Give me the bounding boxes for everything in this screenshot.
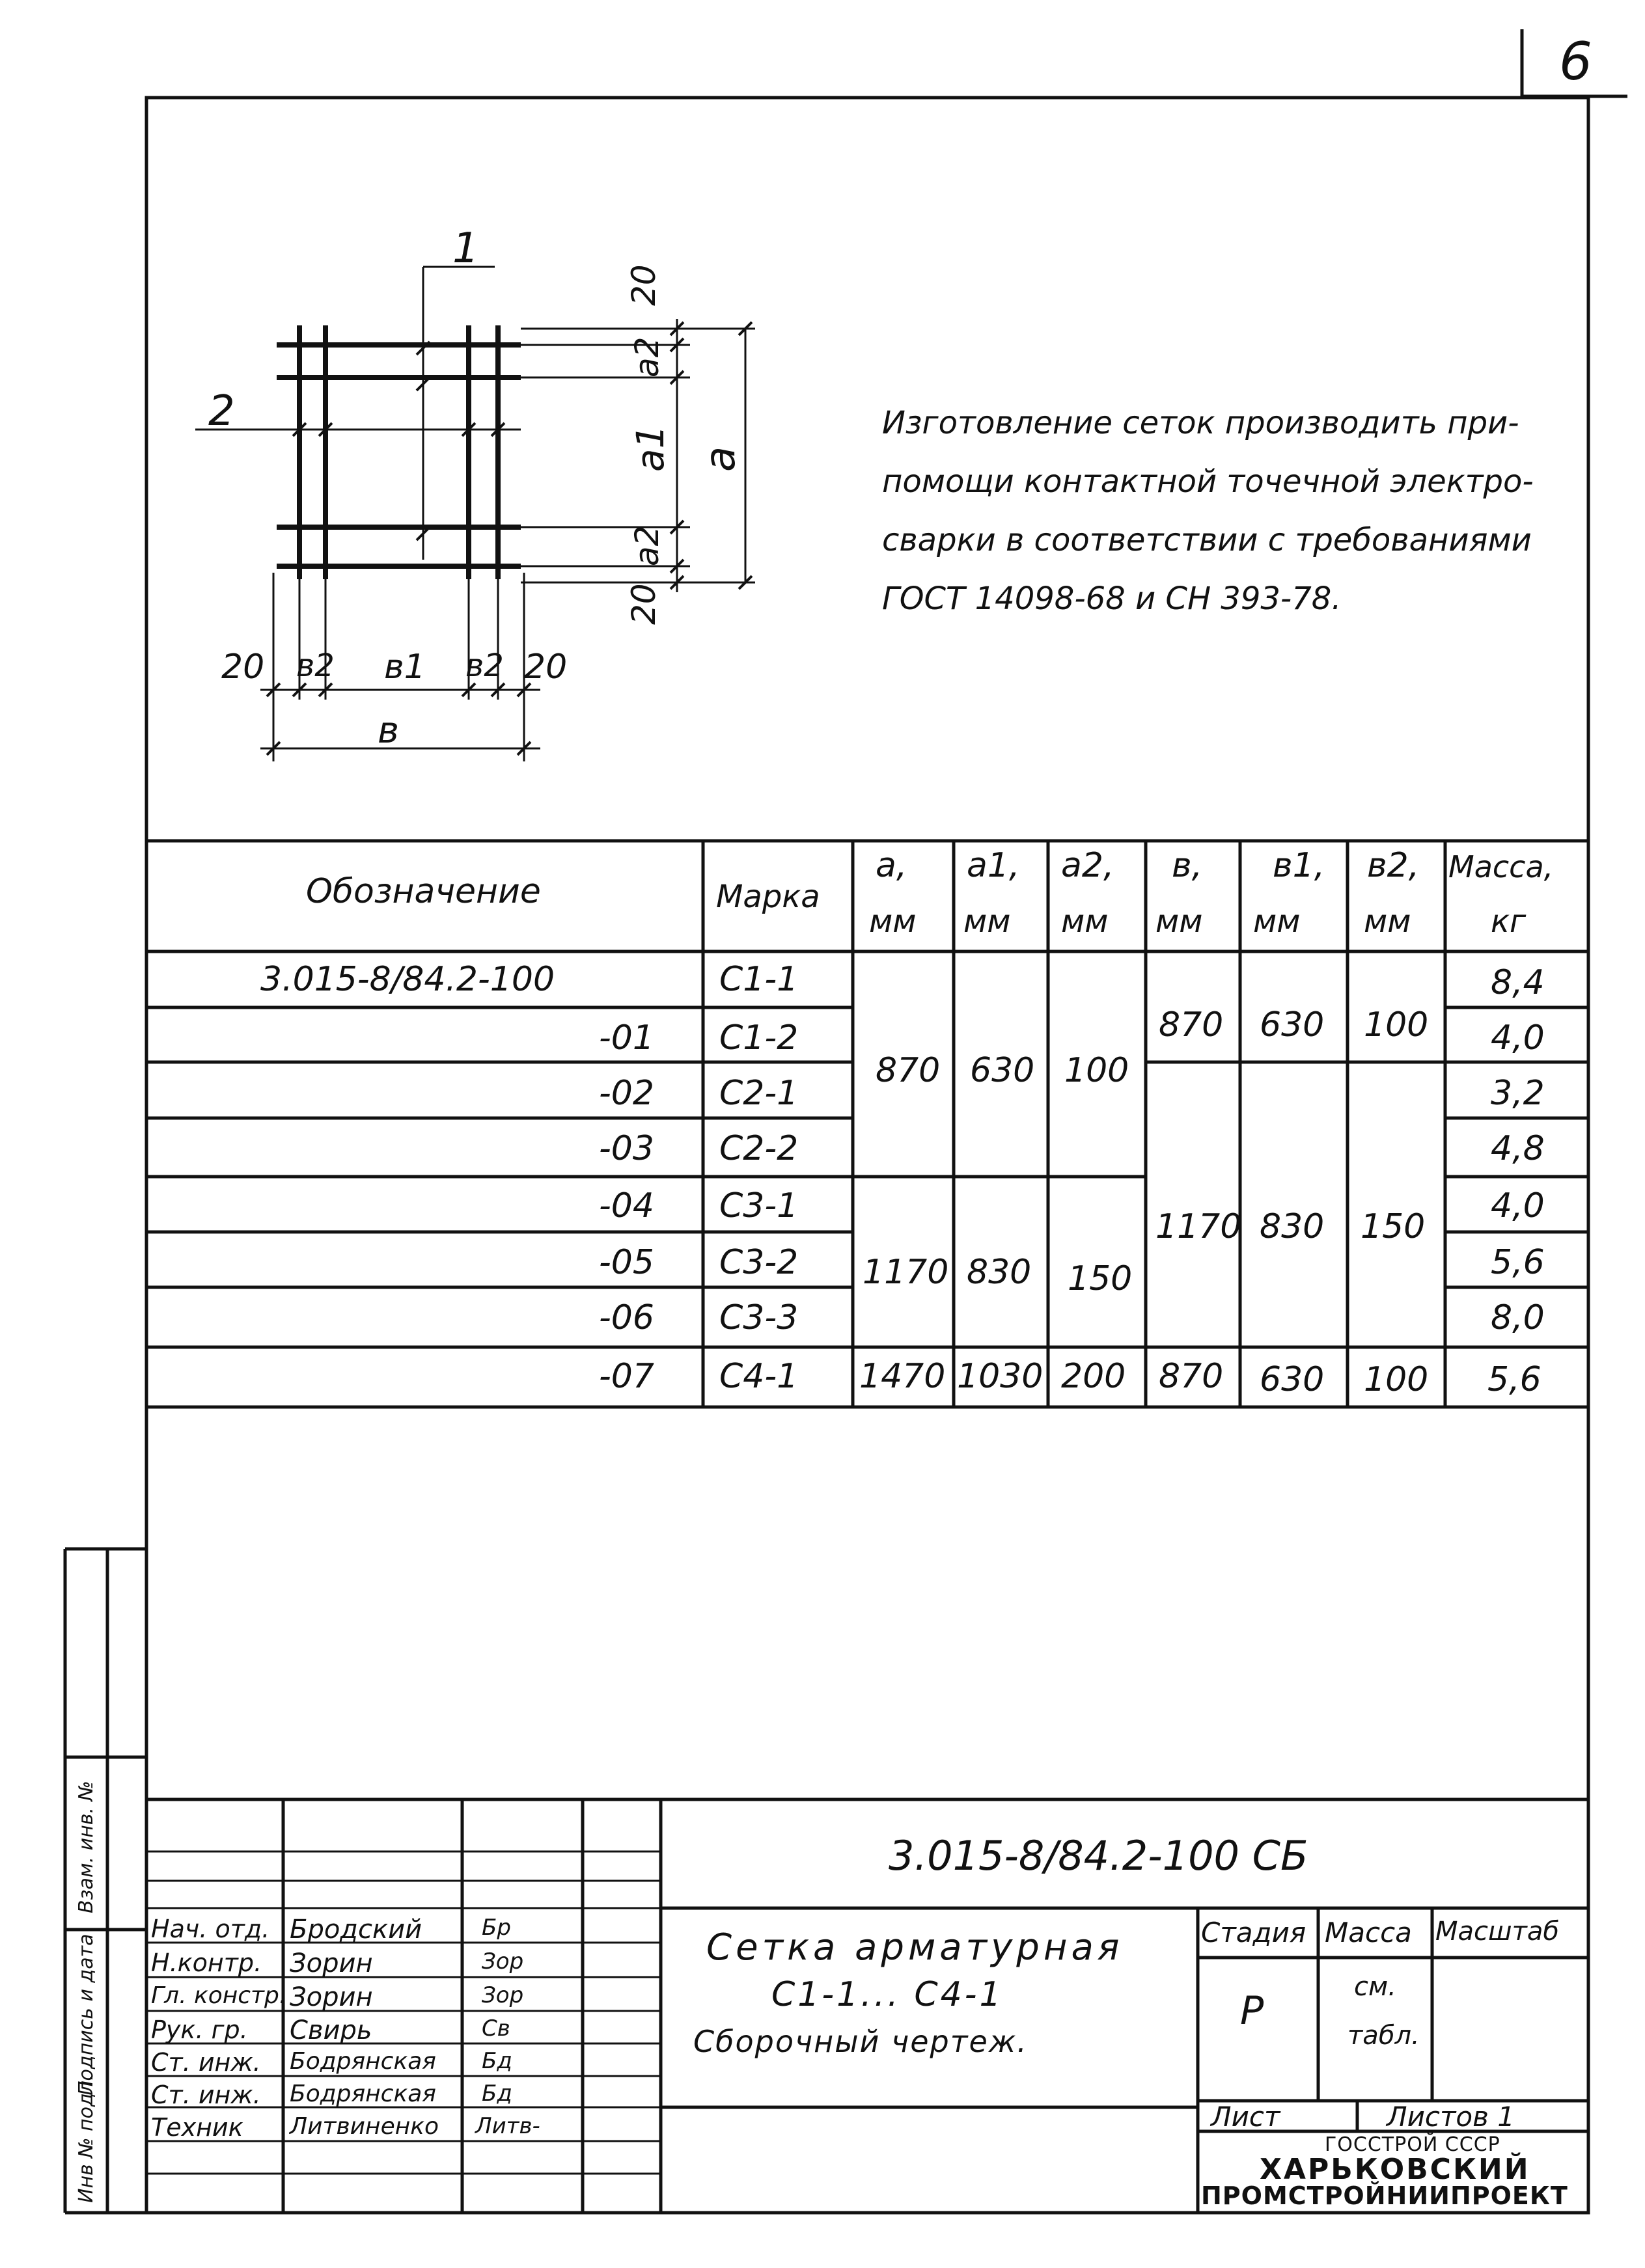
leader-label-2: 2 [208, 387, 235, 435]
staff-signature-4: Св [482, 2015, 510, 2042]
header-b1-unit: мм [1253, 903, 1301, 940]
mark-row-8: С4-1 [719, 1357, 799, 1396]
mark-row-3: С2-1 [719, 1074, 799, 1113]
staff-role-6: Ст. инж. [151, 2081, 261, 2109]
b-group-3: 870 [1159, 1357, 1224, 1396]
note-line-2: помощи контактной точечной электро- [882, 463, 1534, 500]
mark-row-7: С3-3 [719, 1298, 799, 1337]
staff-signature-3: Зор [482, 1982, 524, 2008]
title-line-2: С1-1... С4-1 [771, 1975, 1004, 2014]
b2-group-1: 100 [1364, 1005, 1429, 1045]
side-vzam-inv: Взам. инв. № [75, 1781, 98, 1913]
side-signature-date: Подпись и дата [75, 1933, 98, 2096]
note-line-3: сварки в соответствии с требованиями [882, 522, 1532, 558]
header-b: в, [1172, 846, 1203, 885]
staff-signature-1: Бр [482, 1915, 511, 1941]
scale-label: Масштаб [1435, 1917, 1560, 1947]
b-group-2: 1170 [1155, 1207, 1242, 1246]
designation-row-3: -02 [599, 1074, 654, 1113]
a1-group-1: 630 [970, 1051, 1035, 1090]
staff-signature-2: Зор [482, 1948, 524, 1974]
dim-b2-right: в2 [465, 648, 504, 684]
header-b2: в2, [1367, 846, 1420, 885]
fabrication-note [882, 394, 1534, 628]
org-line-2: ХАРЬКОВСКИЙ [1260, 2153, 1530, 2186]
staff-name-1: Бродский [290, 1915, 422, 1945]
mass-row-7: 8,0 [1491, 1298, 1545, 1337]
staff-role-4: Рук. гр. [151, 2015, 248, 2044]
dim-a2-bottom: a2 [628, 525, 666, 566]
staff-signature-5: Бд [482, 2048, 512, 2074]
dim-a2-top: a2 [628, 336, 666, 377]
mark-row-6: С3-2 [719, 1243, 799, 1282]
dim-left-20: 20 [221, 648, 265, 687]
stage-label: Стадия [1201, 1917, 1306, 1948]
header-a: a, [876, 846, 907, 885]
mark-row-5: С3-1 [719, 1186, 799, 1225]
staff-role-3: Гл. констр. [151, 1982, 287, 2009]
b-group-1: 870 [1159, 1005, 1224, 1045]
mass-row-2: 4,0 [1491, 1018, 1545, 1058]
a-group-3: 1470 [859, 1357, 946, 1396]
a2-group-3: 200 [1061, 1357, 1126, 1396]
staff-role-5: Ст. инж. [151, 2048, 261, 2077]
mass-row-3: 3,2 [1491, 1074, 1545, 1113]
note-line-4: ГОСТ 14098-68 и СН 393-78. [882, 581, 1342, 617]
mass-row-1: 8,4 [1491, 963, 1545, 1002]
header-b1: в1, [1273, 846, 1325, 885]
note-line-1: Изготовление сеток производить при- [882, 405, 1519, 441]
staff-signature-6: Бд [482, 2081, 512, 2107]
leader-label-1: 1 [452, 225, 479, 273]
staff-role-2: Н.контр. [151, 1948, 262, 1977]
dim-a1: a1 [628, 424, 672, 472]
sheet-label: Лист [1211, 2101, 1280, 2133]
sheets-label: Листов 1 [1387, 2101, 1515, 2133]
dim-right-20: 20 [524, 648, 568, 687]
staff-signature-7: Литв- [475, 2113, 540, 2139]
header-designation: Обозначение [306, 872, 541, 911]
mass-row-5: 4,0 [1491, 1186, 1545, 1225]
header-mass-unit: кг [1491, 903, 1527, 940]
designation-row-5: -04 [599, 1186, 654, 1225]
a2-group-2: 150 [1068, 1259, 1133, 1298]
dim-top-20: 20 [625, 264, 663, 306]
a-group-2: 1170 [863, 1253, 949, 1292]
header-mark: Марка [716, 879, 820, 915]
header-a-unit: мм [869, 903, 917, 940]
staff-name-2: Зорин [290, 1948, 373, 1978]
staff-name-4: Свирь [290, 2015, 372, 2045]
designation-row-7: -06 [599, 1298, 654, 1337]
mass-label: Масса [1325, 1917, 1412, 1948]
header-a2-unit: мм [1061, 903, 1109, 940]
b1-group-3: 630 [1260, 1360, 1325, 1399]
org-line-1: ГОССТРОЙ СССР [1325, 2133, 1500, 2156]
dim-b: в [378, 709, 400, 752]
b1-group-2: 830 [1260, 1207, 1325, 1246]
staff-role-1: Нач. отд. [151, 1915, 270, 1943]
mark-row-1: С1-1 [719, 960, 799, 999]
designation-row-4: -03 [599, 1129, 654, 1168]
mark-row-4: С2-2 [719, 1129, 799, 1168]
staff-name-5: Бодрянская [290, 2048, 436, 2075]
b2-group-3: 100 [1364, 1360, 1429, 1399]
a1-group-2: 830 [967, 1253, 1032, 1292]
header-a1-unit: мм [963, 903, 1011, 940]
dim-b1: в1 [384, 648, 426, 687]
dim-b2-left: в2 [296, 648, 335, 684]
designation-row-1: 3.015-8/84.2-100 [260, 960, 555, 999]
dim-a: a [697, 446, 745, 472]
header-b-unit: мм [1155, 903, 1203, 940]
designation-row-8: -07 [599, 1357, 654, 1396]
staff-name-6: Бодрянская [290, 2081, 436, 2107]
dim-bottom-20: 20 [625, 583, 663, 625]
title-line-3: Сборочный чертеж. [693, 2024, 1028, 2059]
designation-row-2: -01 [599, 1018, 654, 1058]
designation-row-6: -05 [599, 1243, 654, 1282]
header-b2-unit: мм [1364, 903, 1411, 940]
b2-group-2: 150 [1361, 1207, 1426, 1246]
sheet-number: 6 [1559, 31, 1592, 92]
document-code: 3.015-8/84.2-100 СБ [889, 1832, 1308, 1879]
staff-name-7: Литвиненко [290, 2113, 439, 2140]
side-inv-podl: Инв № подл. [75, 2074, 98, 2203]
staff-name-3: Зорин [290, 1982, 373, 2012]
mass-value-line-1: см. [1354, 1972, 1396, 2002]
b1-group-1: 630 [1260, 1005, 1325, 1045]
header-mass: Масса, [1448, 849, 1554, 884]
a-group-1: 870 [876, 1051, 941, 1090]
stage-value: Р [1240, 1988, 1264, 2034]
org-line-3: ПРОМСТРОЙНИИПРОЕКТ [1201, 2181, 1568, 2210]
staff-role-7: Техник [151, 2113, 243, 2142]
title-line-1: Сетка арматурная [706, 1926, 1124, 1969]
a1-group-3: 1030 [957, 1357, 1044, 1396]
mass-row-8: 5,6 [1487, 1360, 1541, 1399]
mass-row-4: 4,8 [1491, 1129, 1545, 1168]
mass-row-6: 5,6 [1491, 1243, 1545, 1282]
mark-row-2: С1-2 [719, 1018, 799, 1058]
mass-value-line-2: табл. [1348, 2021, 1420, 2051]
mesh-sketch [277, 325, 521, 579]
header-a1: a1, [967, 846, 1020, 885]
a2-group-1: 100 [1064, 1051, 1129, 1090]
header-a2: a2, [1061, 846, 1114, 885]
